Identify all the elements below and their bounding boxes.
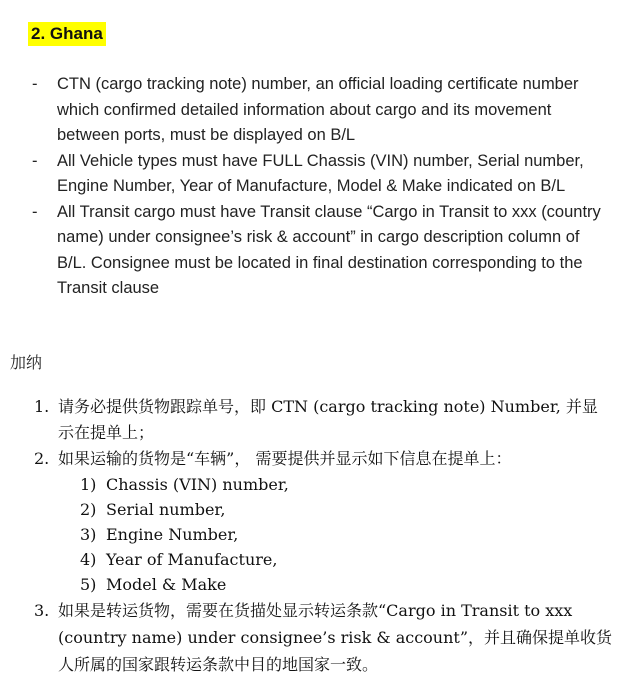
list-item-text: 如果是转运货物，需要在货描处显示转运条款“Cargo in Transit to xxx (country name) under consignee’s risk & account”，并且确保提单收货人所属的国家跟转运条款中目的地国家一致。	[58, 601, 613, 674]
sub-list-number: 5)	[80, 575, 97, 594]
sub-list-text: Engine Number,	[106, 525, 239, 544]
list-item-text: 如果运输的货物是“车辆”， 需要提供并显示如下信息在提单上：	[58, 449, 512, 468]
chinese-requirements-list	[0, 394, 631, 678]
list-number: 3.	[34, 601, 50, 620]
sub-list-item	[80, 522, 613, 547]
section-heading: 2. Ghana	[28, 22, 106, 46]
list-item-text: All Vehicle types must have FULL Chassis (VIN) number, Serial number, Engine Number, Year of Manufacture, Model & Make indicated on B/L	[57, 151, 584, 195]
chinese-list-item	[0, 394, 631, 446]
list-item-text: All Transit cargo must have Transit clause “Cargo in Transit to xxx (country name) under consignee’s risk & account” in cargo description column of B/L. Consignee must be located in final destination corresponding to the Transit clause	[57, 202, 601, 297]
sub-list-text: Year of Manufacture,	[106, 550, 278, 569]
chinese-section-title: 加纳	[10, 353, 43, 372]
list-dash: -	[32, 75, 38, 93]
list-dash: -	[32, 151, 38, 170]
sub-list-text: Model & Make	[106, 575, 227, 594]
sub-list-text: Chassis (VIN) number,	[106, 475, 289, 494]
list-number: 1.	[34, 397, 50, 416]
chinese-list-item	[0, 597, 631, 678]
vehicle-info-sublist	[58, 472, 613, 597]
sub-list-number: 1)	[80, 475, 97, 494]
sub-list-item	[80, 547, 613, 572]
sub-list-number: 3)	[80, 525, 97, 544]
list-number: 2.	[34, 449, 50, 468]
chinese-list-item	[0, 446, 631, 597]
english-requirements-list	[0, 72, 631, 302]
list-item-text: CTN (cargo tracking note) number, an official loading certificate number which confirmed detailed information about cargo and its movement between ports, must be displayed on B/L	[57, 75, 579, 144]
sub-list-number: 4)	[80, 550, 97, 569]
list-item-text: 请务必提供货物跟踪单号，即 CTN (cargo tracking note) Number, 并显示在提单上；	[58, 397, 598, 442]
english-list-item	[0, 200, 631, 302]
english-list-item	[0, 72, 631, 149]
sub-list-item	[80, 497, 613, 522]
sub-list-text: Serial number,	[106, 500, 226, 519]
sub-list-item	[80, 472, 613, 497]
sub-list-number: 2)	[80, 500, 97, 519]
list-dash: -	[32, 202, 38, 221]
sub-list-item	[80, 572, 613, 597]
english-list-item	[0, 149, 631, 200]
